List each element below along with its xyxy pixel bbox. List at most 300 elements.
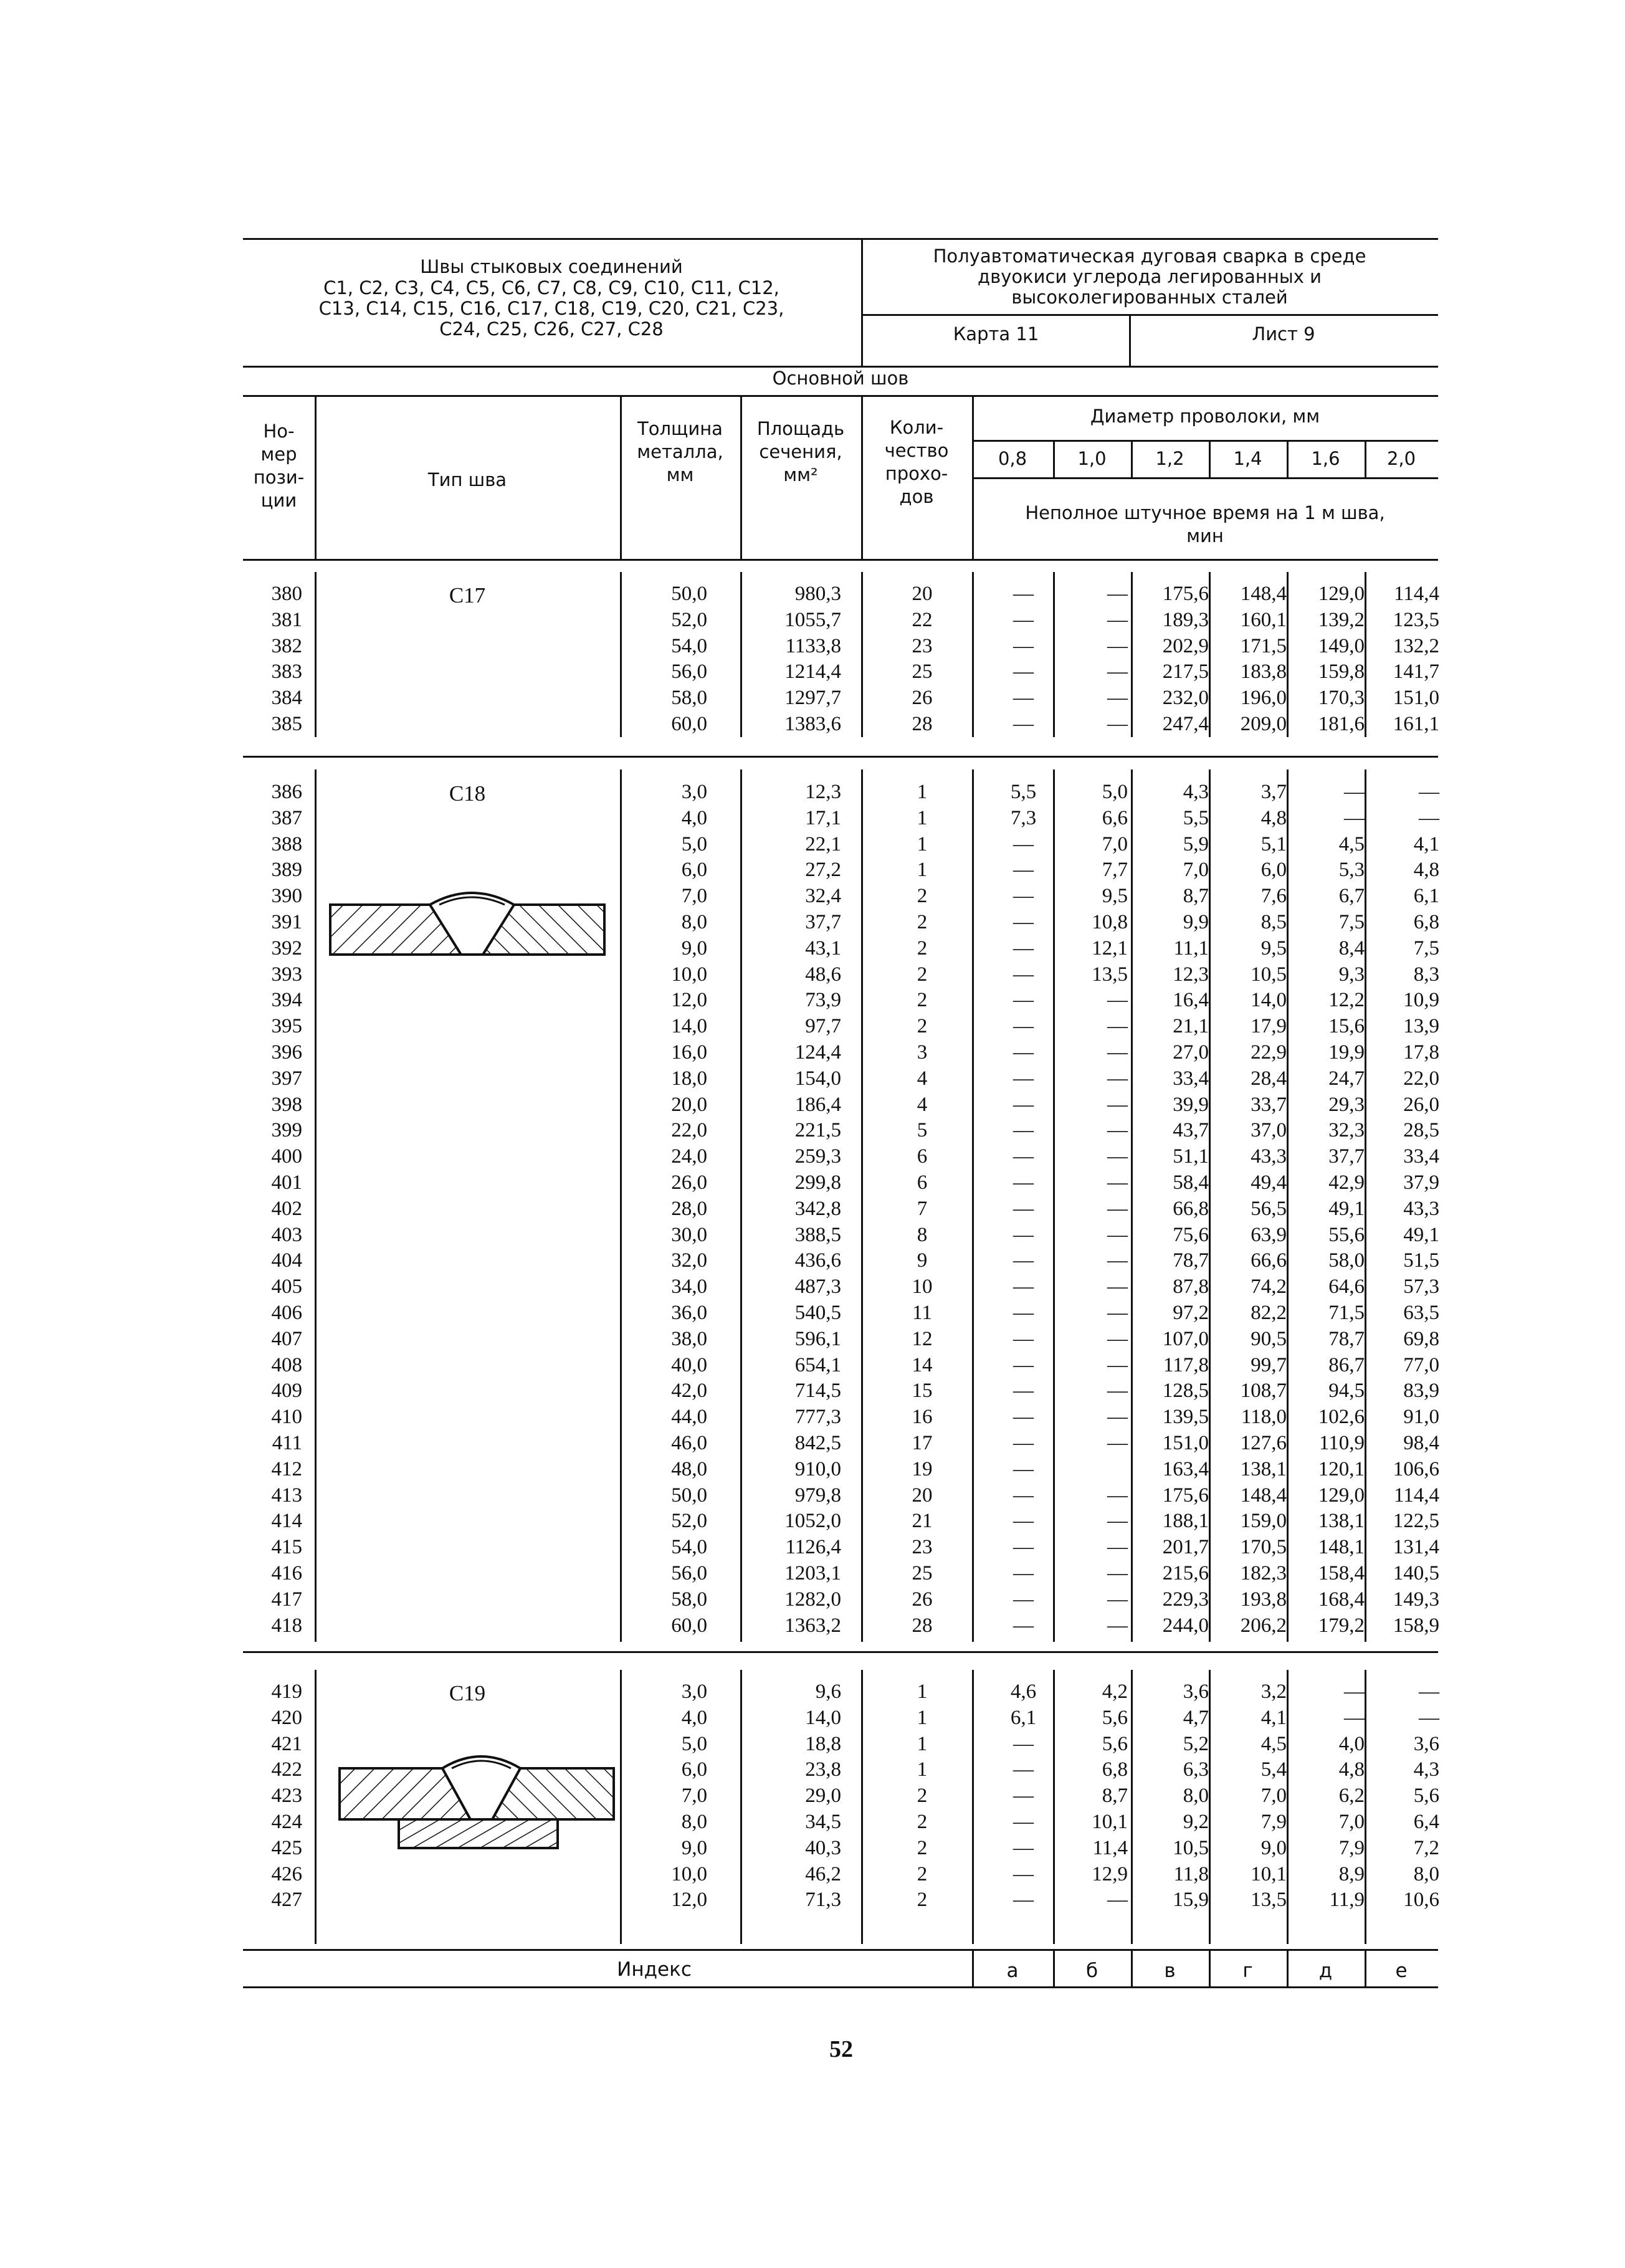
cell-passes: 28	[912, 713, 933, 735]
cell-position: 399	[271, 1119, 302, 1141]
cell-time-1-0: —	[1107, 635, 1128, 657]
cell-thickness: 60,0	[671, 1614, 707, 1637]
index-e: е	[1395, 1960, 1408, 1982]
cell-area: 34,5	[805, 1811, 841, 1833]
cell-time-1-0: —	[1107, 1198, 1128, 1220]
cell-time-0-8: 5,5	[1010, 781, 1037, 803]
table-row	[0, 1170, 1625, 1196]
cell-time-0-8: —	[1013, 660, 1034, 683]
cell-passes: 23	[912, 1536, 933, 1558]
cell-time-1-0: —	[1107, 1067, 1128, 1090]
cell-passes: 2	[917, 989, 928, 1011]
cell-time-1-6: 181,6	[1318, 713, 1365, 735]
cell-time-1-4: 13,5	[1251, 1889, 1287, 1911]
cell-time-1-0: —	[1107, 1562, 1128, 1584]
col-header-time: Неполное штучное время на 1 м шва, мин	[1025, 502, 1385, 546]
cell-time-1-0: —	[1107, 1171, 1128, 1194]
cell-thickness: 9,0	[681, 937, 707, 960]
cell-passes: 4	[917, 1094, 928, 1116]
cell-time-1-4: 127,6	[1240, 1432, 1287, 1454]
cell-time-1-0: —	[1107, 1275, 1128, 1298]
cell-position: 408	[271, 1354, 302, 1376]
table-row	[0, 1196, 1625, 1222]
cell-time-1-6: 24,7	[1328, 1067, 1365, 1090]
cell-area: 97,7	[805, 1015, 841, 1037]
cell-position: 387	[271, 807, 302, 829]
cell-time-1-0: —	[1107, 1145, 1128, 1168]
cell-position: 401	[271, 1171, 302, 1194]
cell-time-1-0: 7,0	[1102, 833, 1128, 855]
cell-area: 32,4	[805, 885, 841, 907]
cell-area: 40,3	[805, 1837, 841, 1859]
cell-time-0-8: —	[1013, 609, 1034, 631]
cell-thickness: 8,0	[681, 911, 707, 933]
cell-position: 423	[271, 1784, 302, 1807]
cell-area: 186,4	[794, 1094, 841, 1116]
cell-time-1-2: 201,7	[1162, 1536, 1209, 1558]
cell-passes: 21	[912, 1510, 933, 1532]
cell-time-1-0: —	[1107, 687, 1128, 709]
cell-time-0-8: —	[1013, 1588, 1034, 1611]
cell-passes: 8	[917, 1224, 928, 1246]
cell-time-2-0: 4,1	[1413, 833, 1439, 855]
table-row	[0, 1117, 1625, 1143]
cell-time-1-0: 6,6	[1102, 807, 1128, 829]
cell-area: 540,5	[794, 1302, 841, 1324]
cell-time-0-8: —	[1013, 1733, 1034, 1755]
cell-time-1-4: 108,7	[1240, 1379, 1287, 1402]
cell-passes: 1	[917, 1707, 928, 1729]
cell-time-0-8: —	[1013, 963, 1034, 986]
cell-time-1-6: 7,9	[1338, 1837, 1365, 1859]
cell-passes: 26	[912, 1588, 933, 1611]
cell-time-2-0: 22,0	[1403, 1067, 1439, 1090]
cell-time-1-2: 215,6	[1162, 1562, 1209, 1584]
cell-time-1-4: 171,5	[1240, 635, 1287, 657]
cell-position: 405	[271, 1275, 302, 1298]
cell-time-0-8: —	[1013, 583, 1034, 605]
cell-area: 29,0	[805, 1784, 841, 1807]
cell-time-1-6: 8,9	[1338, 1863, 1365, 1885]
cell-passes: 7	[917, 1198, 928, 1220]
cell-time-1-4: 33,7	[1251, 1094, 1287, 1116]
cell-time-1-2: 12,3	[1173, 963, 1209, 986]
table-row	[0, 1352, 1625, 1378]
cell-passes: 17	[912, 1432, 933, 1454]
table-row	[0, 1508, 1625, 1534]
cell-passes: 20	[912, 583, 933, 605]
cell-time-1-0: 4,2	[1102, 1680, 1128, 1703]
cell-time-2-0: 43,3	[1403, 1198, 1439, 1220]
cell-time-1-0: 13,5	[1092, 963, 1128, 986]
cell-time-0-8: —	[1013, 989, 1034, 1011]
cell-thickness: 12,0	[671, 1889, 707, 1911]
cell-time-1-2: 11,1	[1173, 937, 1209, 960]
cell-time-1-2: 5,5	[1183, 807, 1209, 829]
cell-position: 421	[271, 1733, 302, 1755]
cell-position: 392	[271, 937, 302, 960]
cell-time-1-0: —	[1107, 1536, 1128, 1558]
col-header-passes: Коли- чество прохо- дов	[884, 417, 949, 507]
cell-time-0-8: —	[1013, 1758, 1034, 1781]
cell-time-1-6: —	[1344, 807, 1365, 829]
cell-position: 388	[271, 833, 302, 855]
cell-area: 1214,4	[784, 660, 841, 683]
cell-thickness: 10,0	[671, 963, 707, 986]
cell-time-2-0: 6,1	[1413, 885, 1439, 907]
cell-time-1-0: 5,0	[1102, 781, 1128, 803]
cell-time-0-8: —	[1013, 1536, 1034, 1558]
seam-type-c17: С17	[449, 583, 486, 608]
cell-time-1-4: 63,9	[1251, 1224, 1287, 1246]
cell-time-1-4: 7,0	[1260, 1784, 1287, 1807]
cell-thickness: 60,0	[671, 713, 707, 735]
section-title: Основной шов	[772, 368, 909, 389]
col-header-seam-type: Тип шва	[427, 469, 507, 490]
cell-time-0-8: —	[1013, 911, 1034, 933]
cell-area: 1282,0	[784, 1588, 841, 1611]
cell-passes: 14	[912, 1354, 933, 1376]
index-v: в	[1164, 1960, 1176, 1982]
cell-time-1-4: 43,3	[1251, 1145, 1287, 1168]
cell-time-1-4: 8,5	[1260, 911, 1287, 933]
cell-passes: 1	[917, 833, 928, 855]
index-b: б	[1085, 1960, 1098, 1982]
cell-time-2-0: 131,4	[1393, 1536, 1439, 1558]
cell-time-1-0: 12,9	[1092, 1863, 1128, 1885]
cell-time-1-6: 6,2	[1338, 1784, 1365, 1807]
cell-time-1-6: 11,9	[1329, 1889, 1365, 1911]
cell-time-1-0: —	[1107, 1406, 1128, 1428]
cell-time-1-4: 56,5	[1251, 1198, 1287, 1220]
cell-time-2-0: 4,8	[1413, 859, 1439, 881]
cell-time-1-0: 5,6	[1102, 1707, 1128, 1729]
header-right-line-2: двуокиси углерода легированных и	[978, 266, 1322, 287]
cell-time-2-0: 4,3	[1413, 1758, 1439, 1781]
table-row	[0, 1092, 1625, 1118]
cell-thickness: 54,0	[671, 635, 707, 657]
cell-time-2-0: 7,5	[1413, 937, 1439, 960]
cell-time-1-0: —	[1107, 713, 1128, 735]
g2-bottom-rule	[243, 1651, 1438, 1653]
cell-area: 37,7	[805, 911, 841, 933]
cell-passes: 1	[917, 781, 928, 803]
cell-time-1-4: 7,6	[1260, 885, 1287, 907]
cell-position: 386	[271, 781, 302, 803]
diam-title-rule	[972, 440, 1438, 442]
cell-position: 403	[271, 1224, 302, 1246]
cell-position: 397	[271, 1067, 302, 1090]
cell-time-1-6: 4,8	[1338, 1758, 1365, 1781]
cell-time-0-8: —	[1013, 937, 1034, 960]
table-row	[0, 1887, 1625, 1913]
cell-time-1-6: 32,3	[1328, 1119, 1365, 1141]
cell-time-1-2: 87,8	[1173, 1275, 1209, 1298]
cell-thickness: 22,0	[671, 1119, 707, 1141]
cell-time-1-6: 8,4	[1338, 937, 1365, 960]
col-header-area: Площадь сечения, мм²	[756, 418, 845, 485]
cell-time-2-0: 91,0	[1403, 1406, 1439, 1428]
cell-thickness: 7,0	[681, 1784, 707, 1807]
cell-time-1-0: 8,7	[1102, 1784, 1128, 1807]
cell-time-1-6: 5,3	[1338, 859, 1365, 881]
cell-position: 394	[271, 989, 302, 1011]
cell-area: 12,3	[805, 781, 841, 803]
cell-time-1-4: 206,2	[1240, 1614, 1287, 1637]
table-row	[0, 1731, 1625, 1757]
cell-thickness: 4,0	[681, 807, 707, 829]
cell-time-2-0: 83,9	[1403, 1379, 1439, 1402]
table-row	[0, 685, 1625, 711]
cell-time-1-0: —	[1107, 1379, 1128, 1402]
cell-time-1-4: 22,9	[1251, 1041, 1287, 1064]
cell-time-0-8: —	[1013, 833, 1034, 855]
cell-time-0-8: —	[1013, 1614, 1034, 1637]
cell-time-2-0: 17,8	[1403, 1041, 1439, 1064]
cell-time-2-0: 8,3	[1413, 963, 1439, 986]
cell-passes: 1	[917, 1733, 928, 1755]
cell-position: 417	[271, 1588, 302, 1611]
g1-bottom-rule	[243, 756, 1438, 758]
cell-position: 424	[271, 1811, 302, 1833]
cell-time-0-8: —	[1013, 1145, 1034, 1168]
cell-time-1-6: 55,6	[1328, 1224, 1365, 1246]
cell-time-0-8: —	[1013, 1379, 1034, 1402]
cell-time-1-2: 188,1	[1162, 1510, 1209, 1532]
table-row	[0, 987, 1625, 1013]
cell-passes: 5	[917, 1119, 928, 1141]
cell-time-2-0: 114,4	[1393, 583, 1439, 605]
cell-time-2-0: 140,5	[1393, 1562, 1439, 1584]
table-row	[0, 935, 1625, 961]
cell-time-2-0: 151,0	[1393, 687, 1439, 709]
cell-area: 487,3	[794, 1275, 841, 1298]
cell-time-1-2: 229,3	[1162, 1588, 1209, 1611]
cell-time-1-0: —	[1107, 1354, 1128, 1376]
cell-time-0-8: —	[1013, 1811, 1034, 1833]
header-left-title: Швы стыковых соединений	[420, 256, 683, 277]
cell-passes: 3	[917, 1041, 928, 1064]
cell-time-1-4: 6,0	[1260, 859, 1287, 881]
cell-area: 1052,0	[784, 1510, 841, 1532]
cell-time-2-0: 63,5	[1403, 1302, 1439, 1324]
table-row	[0, 1065, 1625, 1092]
cell-time-1-2: 39,9	[1173, 1094, 1209, 1116]
cell-time-2-0: —	[1419, 1680, 1439, 1703]
cell-position: 406	[271, 1302, 302, 1324]
table-row	[0, 779, 1625, 805]
cell-time-0-8: —	[1013, 1837, 1034, 1859]
cell-thickness: 30,0	[671, 1224, 707, 1246]
cell-position: 412	[271, 1458, 302, 1480]
cell-time-1-2: 175,6	[1162, 583, 1209, 605]
cell-time-1-6: 12,2	[1328, 989, 1365, 1011]
cell-passes: 11	[912, 1302, 932, 1324]
table-row	[0, 1456, 1625, 1482]
cell-time-2-0: 132,2	[1393, 635, 1439, 657]
cell-position: 393	[271, 963, 302, 986]
cell-time-1-2: 16,4	[1173, 989, 1209, 1011]
cell-time-2-0: —	[1419, 807, 1439, 829]
cell-time-0-8: 7,3	[1010, 807, 1037, 829]
table-row	[0, 659, 1625, 685]
cell-area: 46,2	[805, 1863, 841, 1885]
cell-thickness: 50,0	[671, 583, 707, 605]
cell-passes: 19	[912, 1458, 933, 1480]
cell-thickness: 56,0	[671, 660, 707, 683]
cell-time-1-6: 158,4	[1318, 1562, 1365, 1584]
cell-area: 22,1	[805, 833, 841, 855]
cell-time-0-8: 6,1	[1010, 1707, 1037, 1729]
cell-position: 410	[271, 1406, 302, 1428]
cell-time-1-2: 78,7	[1173, 1249, 1209, 1272]
table-row	[0, 909, 1625, 935]
cell-area: 654,1	[794, 1354, 841, 1376]
cell-time-0-8: —	[1013, 1328, 1034, 1350]
cell-time-0-8: —	[1013, 1249, 1034, 1272]
table-row	[0, 805, 1625, 831]
cell-time-1-2: 6,3	[1183, 1758, 1209, 1781]
cell-thickness: 18,0	[671, 1067, 707, 1090]
cell-time-0-8: —	[1013, 859, 1034, 881]
cell-time-0-8: —	[1013, 1889, 1034, 1911]
cell-time-1-6: 49,1	[1328, 1198, 1365, 1220]
cell-time-1-4: 14,0	[1251, 989, 1287, 1011]
table-row	[0, 1222, 1625, 1248]
cell-time-2-0: 106,6	[1393, 1458, 1439, 1480]
cell-thickness: 56,0	[671, 1562, 707, 1584]
cell-position: 420	[271, 1707, 302, 1729]
cell-passes: 22	[912, 609, 933, 631]
cell-time-1-4: 37,0	[1251, 1119, 1287, 1141]
cell-area: 388,5	[794, 1224, 841, 1246]
cell-passes: 20	[912, 1484, 933, 1507]
table-row	[0, 1300, 1625, 1326]
cell-time-1-0: 5,6	[1102, 1733, 1128, 1755]
cell-area: 980,3	[794, 583, 841, 605]
cell-thickness: 8,0	[681, 1811, 707, 1833]
cell-position: 381	[271, 609, 302, 631]
cell-thickness: 9,0	[681, 1837, 707, 1859]
cell-passes: 10	[912, 1275, 933, 1298]
cell-time-0-8: —	[1013, 687, 1034, 709]
cell-time-1-6: 120,1	[1318, 1458, 1365, 1480]
cell-time-1-4: 148,4	[1240, 1484, 1287, 1507]
cell-time-0-8: —	[1013, 1562, 1034, 1584]
cell-area: 436,6	[794, 1249, 841, 1272]
cell-time-0-8: —	[1013, 1863, 1034, 1885]
cell-time-1-2: 9,9	[1183, 911, 1209, 933]
cell-time-1-4: 4,1	[1260, 1707, 1287, 1729]
cell-time-1-4: 5,1	[1260, 833, 1287, 855]
cell-passes: 6	[917, 1171, 928, 1194]
cell-time-1-2: 3,6	[1183, 1680, 1209, 1703]
cell-time-0-8: —	[1013, 1458, 1034, 1480]
cell-time-1-4: 10,5	[1251, 963, 1287, 986]
cell-time-1-6: 102,6	[1318, 1406, 1365, 1428]
cell-time-1-6: 168,4	[1318, 1588, 1365, 1611]
cell-time-1-2: 9,2	[1183, 1811, 1209, 1833]
cell-passes: 16	[912, 1406, 933, 1428]
cell-time-1-4: 209,0	[1240, 713, 1287, 735]
col-header-position: Но- мер пози- ции	[253, 421, 305, 511]
cell-position: 426	[271, 1863, 302, 1885]
cell-passes: 25	[912, 660, 933, 683]
card-label: Карта 11	[953, 323, 1039, 345]
cell-position: 427	[271, 1889, 302, 1911]
cell-time-1-4: 10,1	[1251, 1863, 1287, 1885]
cell-position: 416	[271, 1562, 302, 1584]
cell-time-1-2: 33,4	[1173, 1067, 1209, 1090]
index-a: а	[1006, 1960, 1019, 1982]
cell-time-0-8: —	[1013, 1198, 1034, 1220]
table-row	[0, 1039, 1625, 1065]
cell-area: 71,3	[805, 1889, 841, 1911]
cell-time-0-8: —	[1013, 1302, 1034, 1324]
cell-time-0-8: —	[1013, 635, 1034, 657]
header-left-line-2: С13, С14, С15, С16, С17, С18, С19, С20, С21, С23,	[318, 298, 784, 319]
cell-passes: 2	[917, 937, 928, 960]
cell-time-1-2: 66,8	[1173, 1198, 1209, 1220]
cell-position: 415	[271, 1536, 302, 1558]
cell-time-2-0: —	[1419, 781, 1439, 803]
cell-time-1-6: 110,9	[1318, 1432, 1365, 1454]
diameter-1-0: 1,0	[1077, 448, 1107, 469]
cell-passes: 2	[917, 885, 928, 907]
header-right-line-3: высоколегированных сталей	[1011, 287, 1288, 308]
cell-passes: 1	[917, 807, 928, 829]
cell-time-1-6: 148,1	[1318, 1536, 1365, 1558]
cell-thickness: 4,0	[681, 1707, 707, 1729]
cell-thickness: 26,0	[671, 1171, 707, 1194]
cell-thickness: 7,0	[681, 885, 707, 907]
diameter-1-2: 1,2	[1155, 448, 1184, 469]
cell-time-1-2: 4,7	[1183, 1707, 1209, 1729]
cell-time-1-0: —	[1107, 1015, 1128, 1037]
cell-time-1-6: 4,0	[1338, 1733, 1365, 1755]
cell-thickness: 10,0	[671, 1863, 707, 1885]
cell-area: 299,8	[794, 1171, 841, 1194]
cell-time-0-8: —	[1013, 1067, 1034, 1090]
cell-thickness: 54,0	[671, 1536, 707, 1558]
cell-thickness: 5,0	[681, 1733, 707, 1755]
cell-position: 380	[271, 583, 302, 605]
diam-values-rule	[972, 477, 1438, 479]
cell-area: 17,1	[805, 807, 841, 829]
table-row	[0, 1143, 1625, 1170]
cell-time-2-0: 7,2	[1413, 1837, 1439, 1859]
cell-time-0-8: —	[1013, 1041, 1034, 1064]
cell-position: 402	[271, 1198, 302, 1220]
cell-time-2-0: 6,8	[1413, 911, 1439, 933]
index-label: Индекс	[617, 1958, 692, 1981]
cell-area: 9,6	[815, 1680, 841, 1703]
cell-time-1-6: 179,2	[1318, 1614, 1365, 1637]
cell-time-1-2: 10,5	[1173, 1837, 1209, 1859]
cell-passes: 26	[912, 687, 933, 709]
cell-time-1-6: 29,3	[1328, 1094, 1365, 1116]
cell-time-1-2: 189,3	[1162, 609, 1209, 631]
index-g: г	[1242, 1960, 1253, 1982]
cell-thickness: 24,0	[671, 1145, 707, 1168]
cell-passes: 2	[917, 1837, 928, 1859]
cell-time-1-0: —	[1107, 1119, 1128, 1141]
cell-thickness: 52,0	[671, 1510, 707, 1532]
cell-thickness: 50,0	[671, 1484, 707, 1507]
cell-time-0-8: —	[1013, 1354, 1034, 1376]
cell-thickness: 20,0	[671, 1094, 707, 1116]
cell-time-1-2: 51,1	[1173, 1145, 1209, 1168]
